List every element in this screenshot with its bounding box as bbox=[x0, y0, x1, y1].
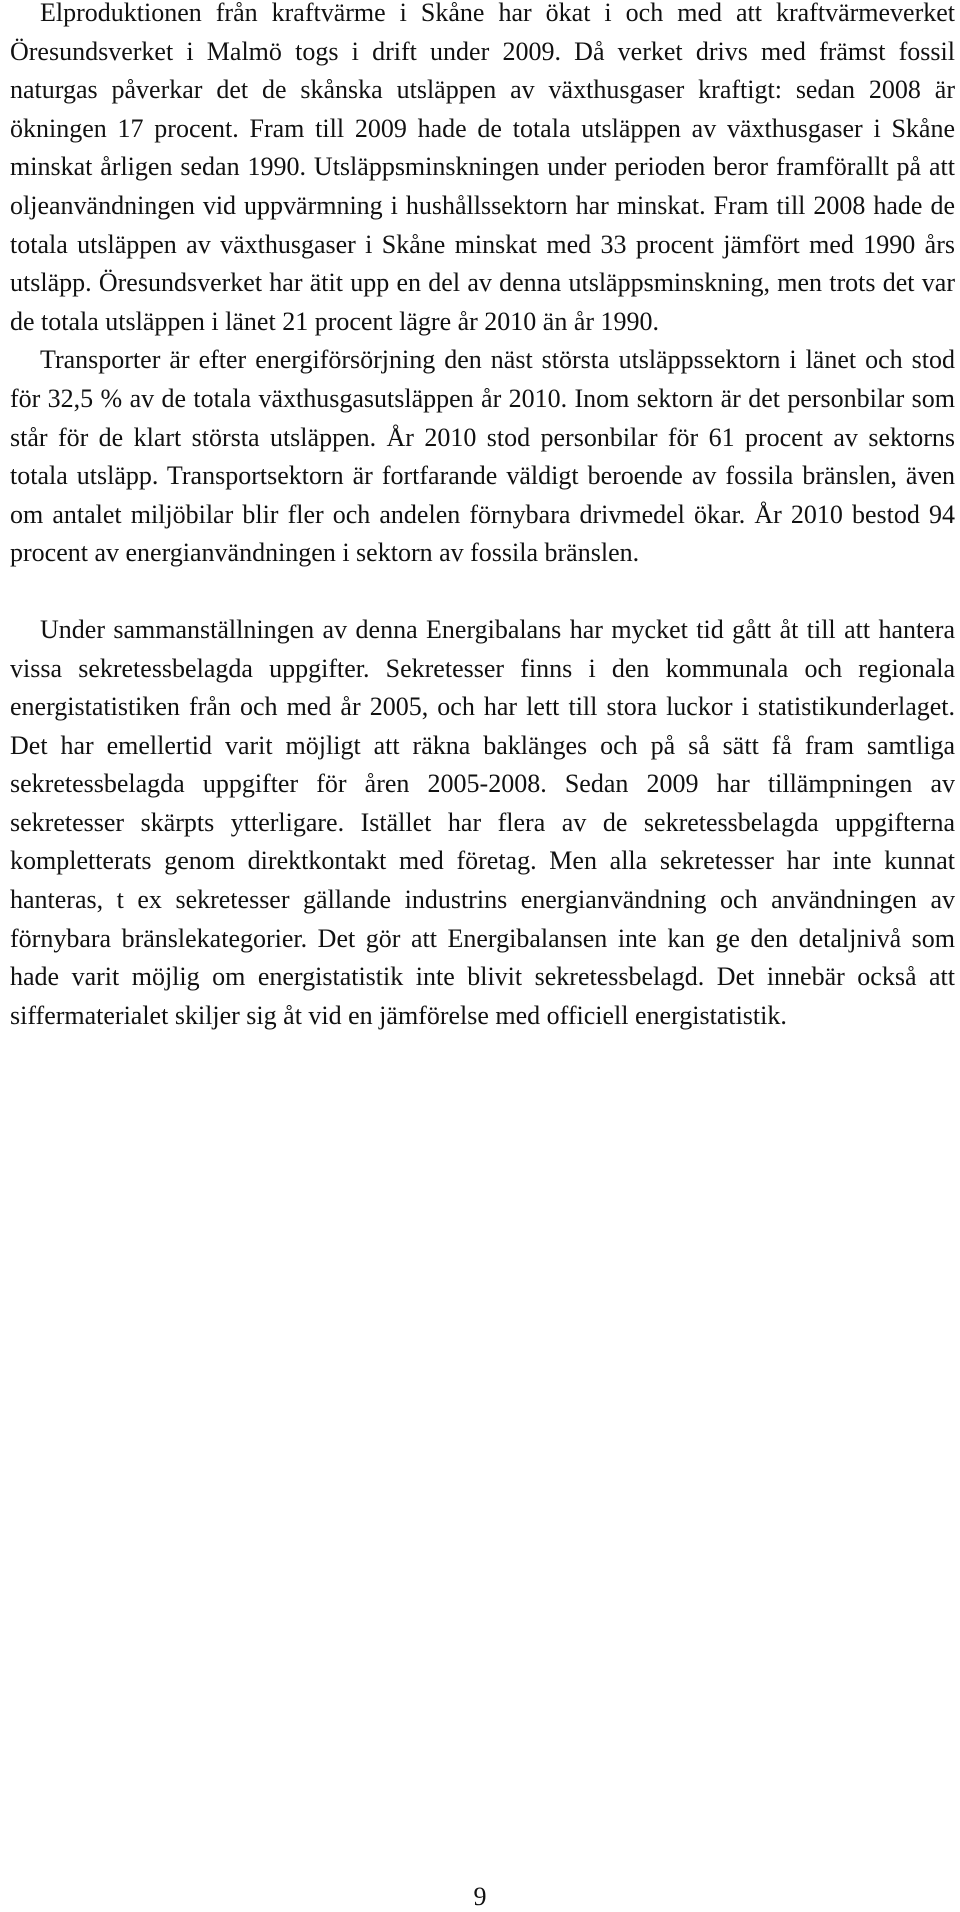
paragraph-electricity-production: Elproduktionen från kraftvärme i Skåne har ökat i och med att kraftvärmeverket Öresundsverket i Malmö togs i drift under 2009. Då verket drivs med främst fossil naturgas påverkar det de skånska utsläppen av växthusgaser kraftigt: sedan 2008 är ökningen 17 procent. Fram till 2009 hade de totala utsläppen av växthusgaser i Skåne minskat årligen sedan 1990. Utsläppsminskningen under perioden beror framförallt på att oljeanvändningen vid uppvärmning i hushållssektorn har minskat. Fram till 2008 hade de totala utsläppen av växthusgaser i Skåne minskat med 33 procent jämfört med 1990 års utsläpp. Öresundsverket har ätit upp en del av denna utsläppsminskning, men trots det var de totala utsläppen i länet 21 procent lägre år 2010 än år 1990. bbox=[10, 0, 955, 336]
paragraph-transport-emissions: Transporter är efter energiförsörjning den näst största utsläppssektorn i länet och stod för 32,5 % av de totala växthusgasutsläppen år 2010. Inom sektorn är det personbilar som står för de klart största utsläppen. År 2010 stod personbilar för 61 procent av sektorns totala utsläpp. Transportsektorn är fortfarande väldigt beroende av fossila bränslen, även om antalet miljöbilar blir fler och andelen förnybara drivmedel ökar. År 2010 bestod 94 procent av energianvändningen i sektorn av fossila bränslen. bbox=[10, 345, 955, 568]
page-number: 9 bbox=[473, 1882, 487, 1911]
paragraph-confidential-data: Under sammanställningen av denna Energibalans har mycket tid gått åt till att hantera vissa sekretessbelagda uppgifter. Sekretesser finns i den kommunala och regionala energistatistiken från och med år 2005, och har lett till stora luckor i statistikunderlaget. Det har emellertid varit möjligt att räkna baklänges och på så sätt få fram samtliga sekretessbelagda uppgifter för åren 2005-2008. Sedan 2009 har tillämpningen av sekretesser skärpts ytterligare. Istället har flera av de sekretessbelagda uppgifterna kompletterats genom direktkontakt med företag. Men alla sekretesser har inte kunnat hanteras, t ex sekretesser gällande industrins energianvändning och användningen av förnybara bränslekategorier. Det gör att Energibalansen inte kan ge den detaljnivå som hade varit möjlig om energistatistik inte blivit sekretessbelagd. Det innebär också att siffermaterialet skiljer sig åt vid en jämförelse med officiell energistatistik. bbox=[10, 614, 955, 1030]
page-body bbox=[10, 0, 955, 1035]
